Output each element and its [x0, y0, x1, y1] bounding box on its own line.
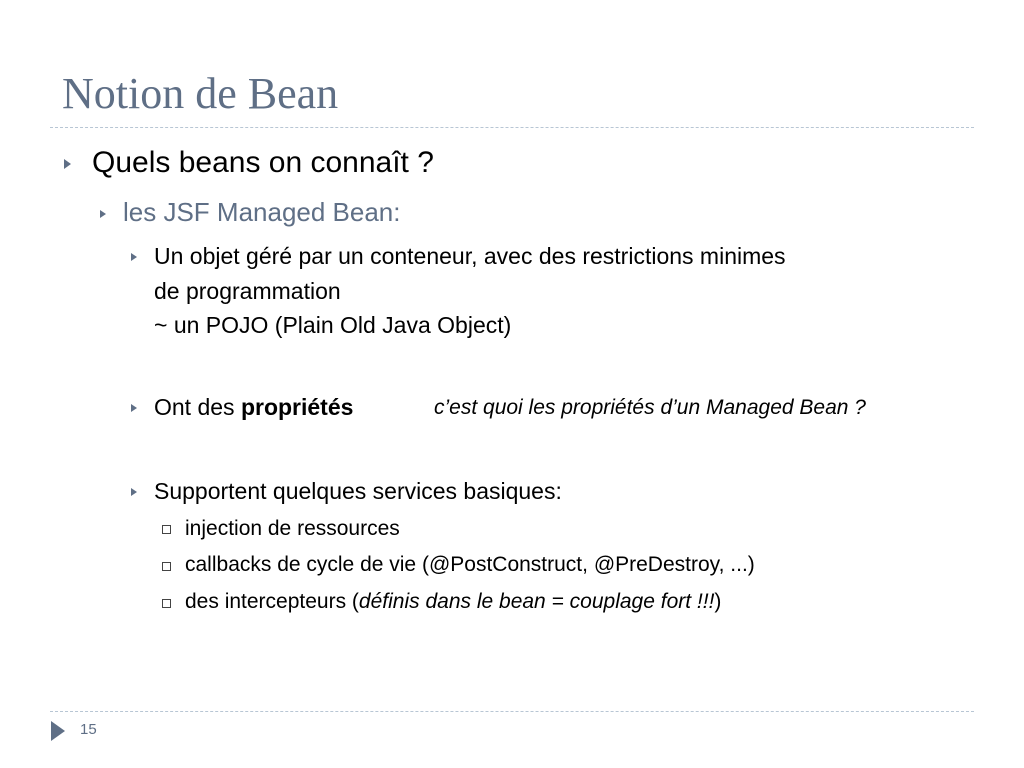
slide-title: Notion de Bean [62, 69, 339, 118]
bullet-b-bold: propriétés [240, 394, 354, 420]
bullet-arrow-icon [131, 404, 137, 412]
bullet-a-line2: de programmation [154, 278, 341, 304]
subitem-3-prefix: des intercepteurs ( [185, 590, 359, 613]
footer-arrow-icon [51, 721, 65, 741]
bullet-level2-text: les JSF Managed Bean: [123, 197, 401, 227]
bullet-a-line3: ~ un POJO (Plain Old Java Object) [154, 312, 512, 338]
bullet-level1-text: Quels beans on connaît ? [92, 146, 434, 179]
bullet-c-text: Supportent quelques services basiques: [154, 478, 562, 504]
bullet-b-text [154, 394, 353, 422]
checkbox-bullet-icon [162, 525, 171, 534]
page-number: 15 [80, 721, 97, 738]
bullet-b-prefix: Ont des [154, 394, 241, 420]
footer-divider [50, 711, 974, 712]
bullet-arrow-icon [131, 488, 137, 496]
subitem-1: injection de ressources [185, 517, 400, 540]
bullet-arrow-icon [64, 159, 71, 169]
subitem-2: callbacks de cycle de vie (@PostConstruct, @PreDestroy, ...) [185, 553, 755, 576]
subitem-3-suffix: ) [714, 590, 722, 613]
checkbox-bullet-icon [162, 562, 171, 571]
bullet-arrow-icon [131, 253, 137, 261]
bullet-a-line1: Un objet géré par un conteneur, avec des restrictions minimes [154, 243, 786, 269]
checkbox-bullet-icon [162, 599, 171, 608]
title-divider [50, 127, 974, 128]
bullet-arrow-icon [100, 210, 106, 218]
subitem-3-italic: définis dans le bean = couplage fort !!! [358, 590, 715, 613]
subitem-3 [185, 589, 721, 614]
bullet-b-note: c’est quoi les propriétés d’un Managed Bean ? [434, 396, 866, 419]
